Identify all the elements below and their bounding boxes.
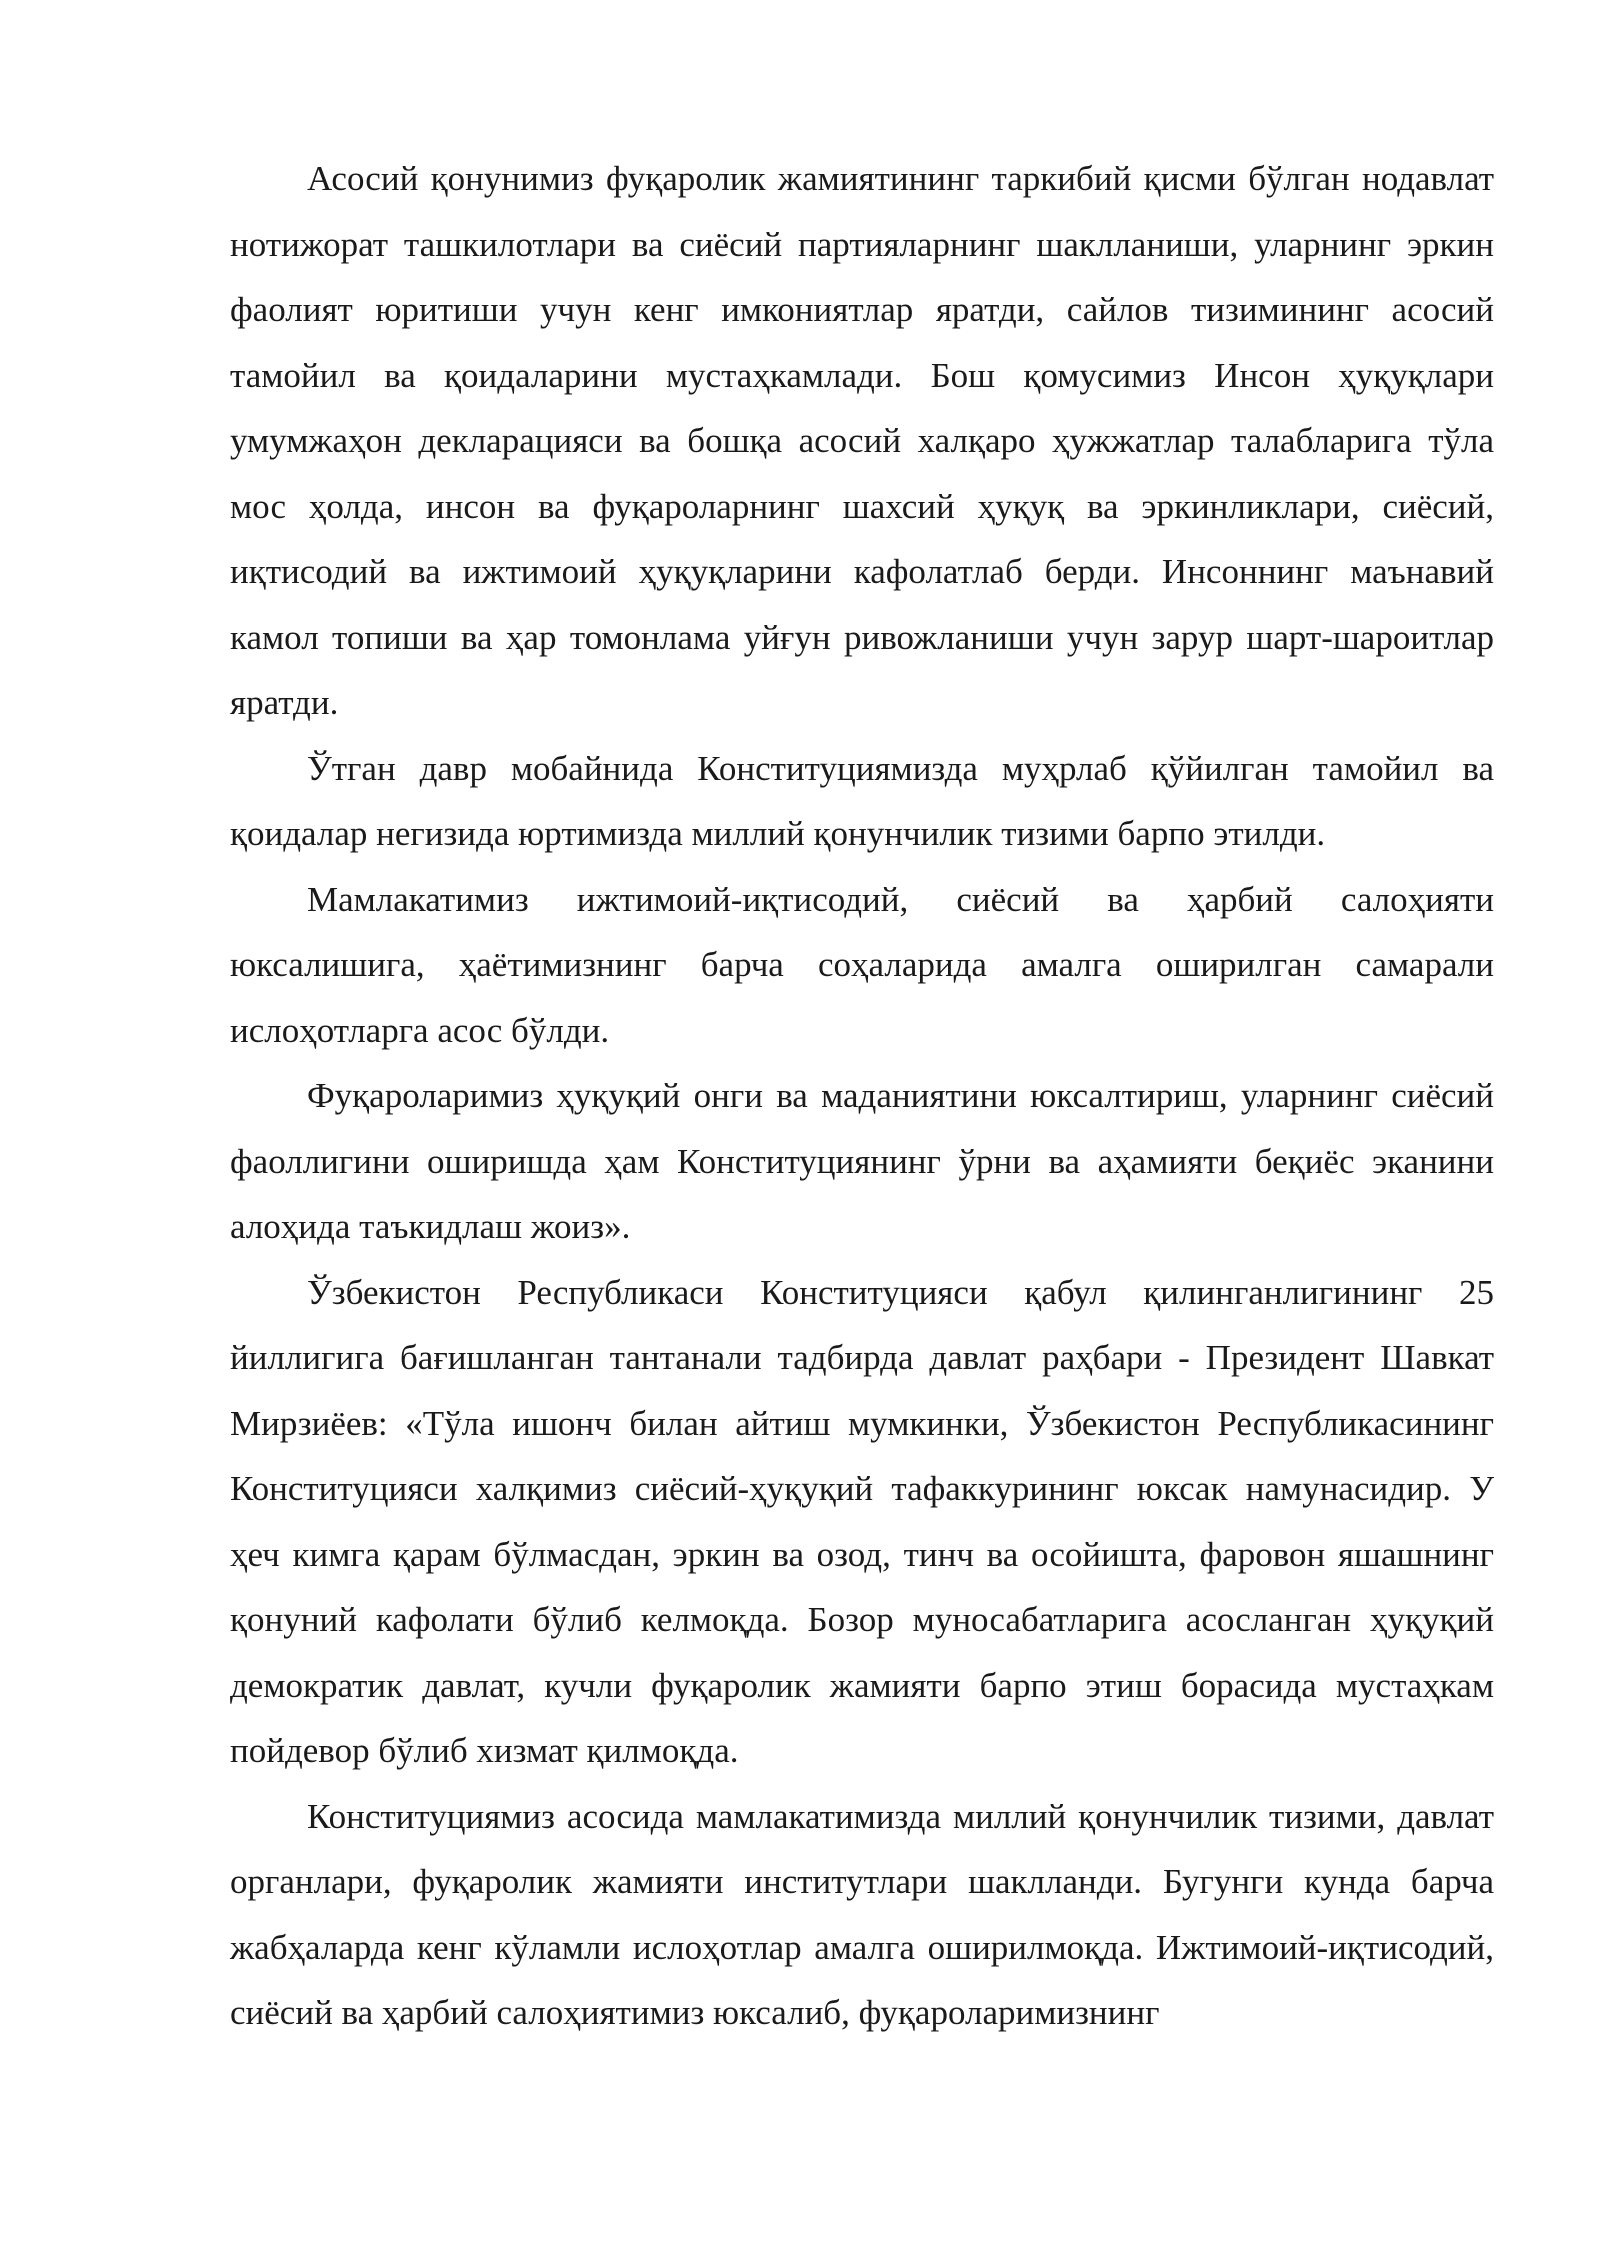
paragraph-constitution-civil-society: Асосий қонунимиз фуқаролик жамиятининг таркибий қисми бўлган нодавлат нотижорат ташкилотлари ва сиёсий партияларнинг шаклланиши, уларнинг эркин фаолият юритиши учун кенг имкониятлар яратди, сайлов тизимининг асосий тамойил ва қоидаларини мустаҳкамлади. Бош қомусимиз Инсон ҳуқуқлари умумжаҳон декларацияси ва бошқа асосий халқаро ҳужжатлар талабларига тўла мос ҳолда, инсон ва фуқароларнинг шахсий ҳуқуқ ва эркинликлари, сиёсий, иқтисодий ва ижтимоий ҳуқуқларини кафолатлаб берди. Инсоннинг маънавий камол топиши ва ҳар томонлама уйғун ривожланиши учун зарур шарт-шароитлар яратди. <box>230 159 1494 722</box>
document-body <box>230 146 1494 2046</box>
paragraph-country-potential: Мамлакатимиз ижтимоий-иқтисодий, сиёсий ва ҳарбий салоҳияти юксалишига, ҳаётимизнинг барча соҳаларида амалга оширилган самарали ислоҳотларга асос бўлди. <box>230 879 1494 1050</box>
paragraph-president-quote: Ўзбекистон Республикаси Конституцияси қабул қилинганлигининг 25 йиллигига бағишланган тантанали тадбирда давлат раҳбари - Президент Шавкат Мирзиёев: «Тўла ишонч билан айтиш мумкинки, Ўзбекистон Республикасининг Конституцияси халқимиз сиёсий-ҳуқуқий тафаккурининг юксак намунасидир. У ҳеч кимга қарам бўлмасдан, эркин ва озод, тинч ва осойишта, фаровон яшашнинг қонуний кафолати бўлиб келмоқда. Бозор муносабатларига асосланган ҳуқуқий демократик давлат, кучли фуқаролик жамияти барпо этиш борасида мустаҳкам пойдевор бўлиб хизмат қилмоқда. <box>230 1272 1494 1770</box>
paragraph-legal-awareness: Фуқароларимиз ҳуқуқий онги ва маданиятини юксалтириш, уларнинг сиёсий фаоллигини оширишда ҳам Конституциянинг ўрни ва аҳамияти беқиёс эканини алоҳида таъкидлаш жоиз». <box>230 1076 1494 1246</box>
paragraph-reforms: Конституциямиз асосида мамлакатимизда миллий қонунчилик тизими, давлат органлари, фуқаролик жамияти институтлари шаклланди. Бугунги кунда барча жабҳаларда кенг кўламли ислоҳотлар амалга оширилмоқда. Ижтимоий-иқтисодий, сиёсий ва ҳарбий салоҳиятимиз юксалиб, фуқароларимизнинг <box>230 1796 1494 2032</box>
paragraph-legislative-system: Ўтган давр мобайнида Конституциямизда муҳрлаб қўйилган тамойил ва қоидалар негизида юртимизда миллий қонунчилик тизими барпо этилди. <box>230 748 1494 853</box>
